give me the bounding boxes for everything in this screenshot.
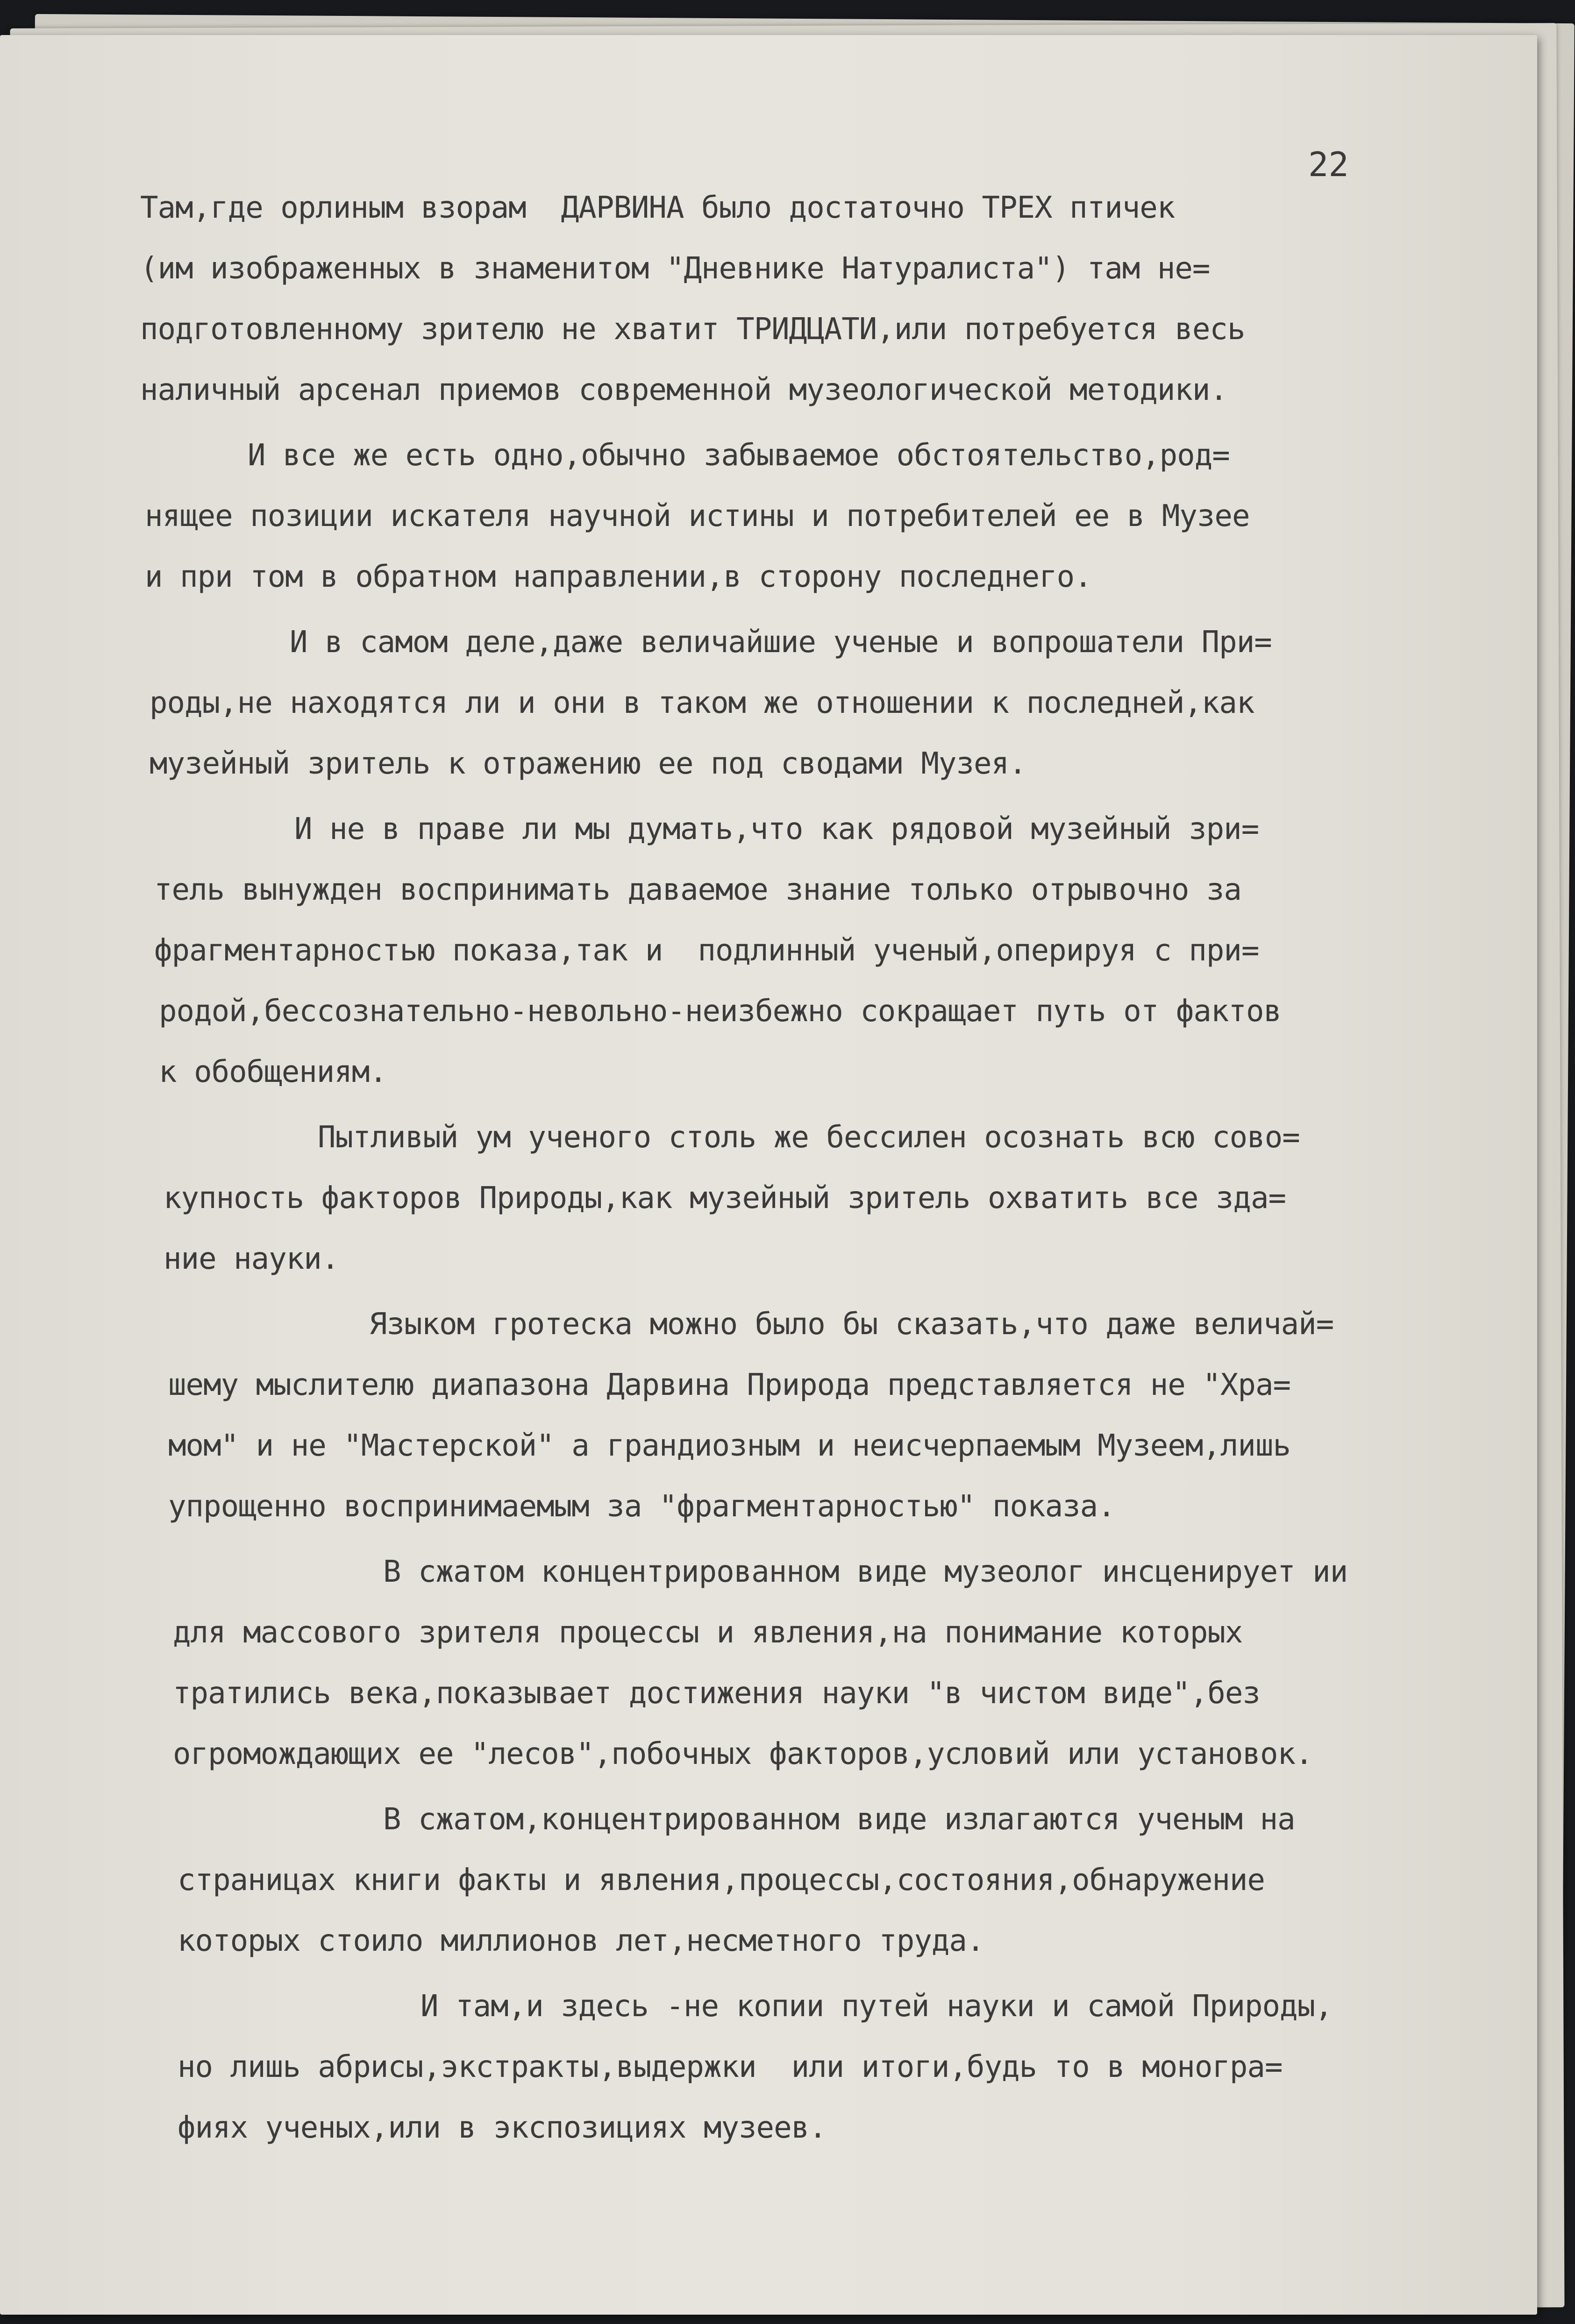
- text-line: подготовленному зрителю не хватит ТРИДЦАТИ,или потребуется весь: [140, 312, 1245, 347]
- text-line: тель вынужден воспринимать даваемое знание только отрывочно за: [154, 873, 1241, 907]
- text-line: (им изображенных в знаменитом "Дневнике Натуралиста") там не=: [140, 251, 1210, 286]
- text-line: и при том в обратном направлении,в сторону последнего.: [145, 560, 1092, 594]
- text-line: для массового зрителя процессы и явления,на понимание которых: [173, 1615, 1243, 1650]
- text-line: музейный зритель к отражению ее под сводами Музея.: [150, 746, 1026, 781]
- text-line: И в самом деле,даже величайшие ученые и вопрошатели При=: [290, 625, 1272, 660]
- text-line: страницах книги факты и явления,процессы,состояния,обнаружение: [178, 1863, 1265, 1898]
- text-line: фрагментарностью показа,так и подлинный ученый,оперируя с при=: [154, 933, 1259, 968]
- typewritten-page: [0, 35, 1537, 2315]
- text-line: И не в праве ли мы думать,что как рядовой музейный зри=: [294, 812, 1259, 846]
- text-line: но лишь абрисы,экстракты,выдержки или итоги,будь то в моногра=: [178, 2050, 1283, 2084]
- text-line: фиях ученых,или в экспозициях музеев.: [178, 2111, 827, 2145]
- text-line: И там,и здесь -не копии путей науки и самой Природы,: [420, 1989, 1333, 2024]
- text-line: роды,не находятся ли и они в таком же отношении к последней,как: [150, 686, 1254, 720]
- text-line: родой,бессознательно-невольно-неизбежно сокращает путь от фактов: [159, 994, 1281, 1029]
- text-line: шему мыслителю диапазона Дарвина Природа представляется не "Хра=: [168, 1368, 1290, 1402]
- text-line: ние науки.: [164, 1242, 339, 1276]
- text-line: Пытливый ум ученого столь же бессилен осознать всю сово=: [318, 1120, 1300, 1155]
- page-number: 22: [1308, 145, 1349, 184]
- text-line: тратились века,показывает достижения науки "в чистом виде",без: [173, 1676, 1260, 1711]
- text-line: купность факторов Природы,как музейный зритель охватить все зда=: [164, 1181, 1286, 1215]
- text-line: нящее позиции искателя научной истины и потребителей ее в Музее: [145, 499, 1250, 533]
- text-line: Языком гротеска можно было бы сказать,что даже величай=: [369, 1307, 1334, 1342]
- text-line: к обобщениям.: [159, 1055, 387, 1089]
- text-line: наличный арсенал приемов современной музеологической методики.: [140, 373, 1227, 407]
- text-line: Там,где орлиным взорам ДАРВИНА было достаточно ТРЕХ птичек: [140, 191, 1175, 225]
- text-line: В сжатом,концентрированном виде излагаются ученым на: [383, 1802, 1295, 1837]
- text-line: В сжатом концентрированном виде музеолог инсценирует ии: [383, 1555, 1348, 1589]
- text-line: упрощенно воспринимаемым за "фрагментарностью" показа.: [168, 1489, 1115, 1524]
- text-line: мом" и не "Мастерской" а грандиозным и неисчерпаемым Музеем,лишь: [168, 1429, 1290, 1463]
- text-line: И все же есть одно,обычно забываемое обстоятельство,род=: [248, 438, 1230, 473]
- text-line: огромождающих ее "лесов",побочных факторов,условий или установок.: [173, 1737, 1313, 1771]
- text-line: которых стоило миллионов лет,несметного труда.: [178, 1924, 984, 1958]
